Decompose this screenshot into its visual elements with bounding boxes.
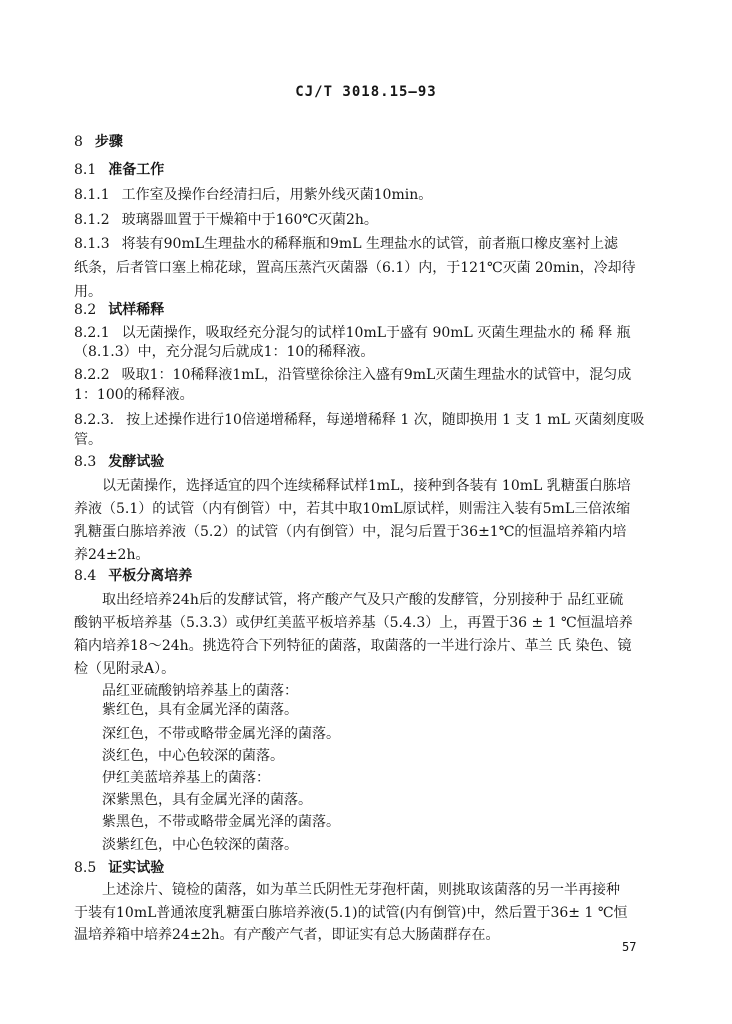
section-number: 8.1.2: [74, 212, 110, 228]
section-number: 8.2.1: [74, 325, 110, 341]
section-number: 8.2.2: [74, 367, 110, 383]
section-number: 8.1: [74, 162, 97, 178]
line-text: 养液（5.1）的试管（内有倒管）中，若其中取10mL原试样，则需注入装有5mL三倍浓缩: [74, 501, 631, 517]
text-line: [74, 160, 164, 180]
text-line: [74, 636, 632, 656]
text-line: [102, 812, 340, 832]
line-text: 玻璃器皿置于干燥箱中于160℃灭菌2h。: [121, 212, 378, 228]
text-line: [74, 522, 626, 542]
section-number: 8.1.3: [74, 236, 110, 252]
text-line: [102, 681, 298, 701]
line-text: 取出经培养24h后的发酵试管，将产酸产气及只产酸的发酵管，分别接种于 品红亚硫: [102, 592, 624, 608]
line-text: 检（见附录A）。: [74, 661, 176, 677]
text-line: [74, 282, 102, 302]
line-text: 发酵试验: [108, 454, 165, 470]
text-line: [74, 342, 374, 362]
line-text: 淡紫红色，中心色较深的菌落。: [102, 837, 298, 853]
section-number: 8.2.3.: [74, 412, 115, 428]
line-text: 酸钠平板培养基（5.3.3）或伊红美蓝平板培养基（5.4.3）上，再置于36 ± 1 ℃恒温培养: [74, 615, 633, 631]
text-line: [74, 613, 633, 633]
line-text: 箱内培养18～24h。挑选符合下列特征的菌落，取菌落的一半进行涂片、革兰 氏 染色、镜: [74, 638, 632, 654]
line-text: 养24±2h。: [74, 547, 150, 563]
line-text: 乳糖蛋白胨培养液（5.2）的试管（内有倒管）中，混匀后置于36±1℃的恒温培养箱内培: [74, 524, 627, 540]
line-text: 步骤: [94, 134, 123, 150]
text-line: [74, 300, 164, 320]
line-text: 品红亚硫酸钠培养基上的菌落：: [102, 683, 298, 699]
line-text: 管。: [74, 432, 102, 448]
line-text: 吸取1：10稀释液1mL，沿管壁徐徐注入盛有9mL灭菌生理盐水的试管中，混匀成: [121, 367, 632, 383]
line-text: 深紫黑色，具有金属光泽的菌落。: [102, 792, 312, 808]
text-line: [102, 880, 620, 900]
section-number: 8.3: [74, 454, 97, 470]
text-line: [74, 365, 631, 385]
section-number: 8.1.1: [74, 187, 110, 203]
section-number: 8.4: [74, 568, 97, 584]
line-text: （8.1.3）中，充分混匀后就成1：10的稀释液。: [74, 344, 375, 360]
line-text: 以无菌操作，吸取经充分混匀的试样10mL于盛有 90mL 灭菌生理盐水的 稀 释 瓶: [121, 325, 631, 341]
line-text: 淡红色，中心色较深的菌落。: [102, 748, 284, 764]
line-text: 将装有90mL生理盐水的稀释瓶和9mL 生理盐水的试管，前者瓶口橡皮塞衬上滤: [121, 236, 618, 252]
line-text: 按上述操作进行10倍递增稀释，每递增稀释 1 次，随即换用 1 支 1 mL 灭菌刻度吸: [126, 412, 645, 428]
line-text: 平板分离培养: [108, 568, 193, 584]
text-line: [102, 768, 270, 788]
line-text: 纸条，后者管口塞上棉花球，置高压蒸汽灭菌器（6.1）内，于121℃灭菌 20min，冷却待: [74, 260, 636, 276]
line-text: 准备工作: [108, 162, 165, 178]
text-line: [74, 499, 630, 519]
text-line: [102, 724, 340, 744]
line-text: 用。: [74, 284, 102, 300]
section-number: 8: [74, 134, 83, 150]
text-line: [74, 925, 499, 945]
text-line: [74, 452, 164, 472]
line-text: 深红色，不带或略带金属光泽的菌落。: [102, 726, 340, 742]
section-number: 8.5: [74, 860, 97, 876]
section-number: 8.2: [74, 302, 97, 318]
page-header: CJ/T 3018.15—93: [295, 84, 437, 100]
text-line: [74, 234, 618, 254]
line-text: 伊红美蓝培养基上的菌落：: [102, 770, 270, 786]
line-text: 紫红色，具有金属光泽的菌落。: [102, 702, 298, 718]
text-line: [74, 430, 102, 450]
text-line: [74, 903, 628, 923]
text-line: [74, 210, 378, 230]
line-text: 以无菌操作，选择适宜的四个连续稀释试样1mL，接种到各装有 10mL 乳糖蛋白胨培: [102, 478, 631, 494]
line-text: 试样稀释: [108, 302, 165, 318]
text-line: [102, 835, 298, 855]
line-text: 1：100的稀释液。: [74, 387, 194, 403]
line-text: 于装有10mL普通浓度乳糖蛋白胨培养液(5.1)的试管(内有倒管)中，然后置于36± 1 ℃恒: [74, 905, 628, 921]
text-line: [74, 185, 432, 205]
line-text: 工作室及操作台经清扫后，用紫外线灭菌10min。: [121, 187, 433, 203]
text-line: [102, 590, 623, 610]
line-text: 上述涂片、镜检的菌落，如为革兰氏阴性无芽孢杆菌，则挑取该菌落的另一半再接种: [102, 882, 620, 898]
text-line: [74, 323, 631, 343]
text-line: [74, 132, 123, 152]
text-line: [74, 858, 164, 878]
text-line: [74, 545, 149, 565]
page-number: 57: [622, 940, 637, 954]
text-line: [102, 476, 631, 496]
line-text: 温培养箱中培养24±2h。有产酸产气者，即证实有总大肠菌群存在。: [74, 927, 500, 943]
line-text: 紫黑色，不带或略带金属光泽的菌落。: [102, 814, 340, 830]
line-text: 证实试验: [108, 860, 165, 876]
text-line: [102, 790, 312, 810]
text-line: [102, 746, 284, 766]
text-line: [74, 385, 194, 405]
text-line: [74, 258, 636, 278]
text-line: [74, 659, 175, 679]
text-line: [74, 410, 644, 430]
text-line: [102, 700, 298, 720]
text-line: [74, 566, 192, 586]
